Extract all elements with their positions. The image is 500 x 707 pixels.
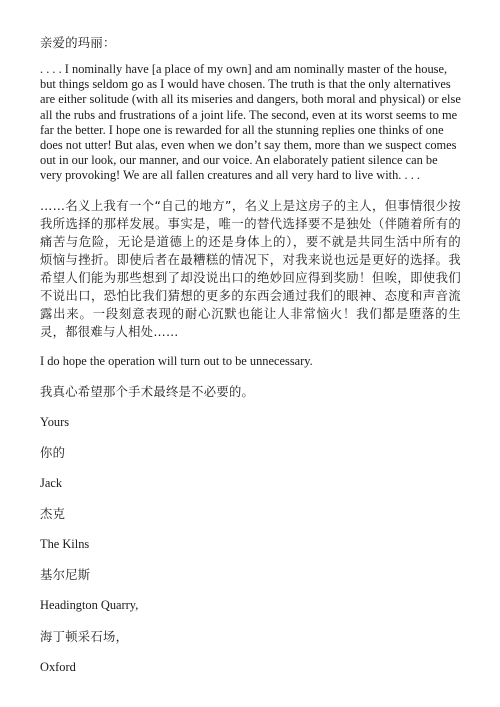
paragraph-chinese-operation: 我真心希望那个手术最终是不必要的。 bbox=[40, 384, 255, 399]
address-line3-english: Oxford bbox=[40, 659, 76, 674]
closing-english: Yours bbox=[40, 414, 70, 429]
address-line1-chinese: 基尔尼斯 bbox=[40, 568, 91, 583]
paragraph-english-main: . . . . I nominally have [a place of my own] and am nominally master of the house, but things seldom go as I would have chosen. The truth is that the only alternatives are either solitude (with all its miseries and dangers, both moral and physical) or else all the rubs and frustrations of a joint life. The second, even at its worst seems to me far the better. I hope one is rewarded for all the stunning replies one thinks of one does not utter! But alas, even when we don’t say them, more than we suspect comes out in our look, our manner, and our voice. An elaborately patient silence can be very provoking! We are all fallen creatures and all very hard to live with. . . . bbox=[40, 62, 461, 183]
address-line2-english: Headington Quarry, bbox=[40, 598, 139, 613]
paragraph-chinese-main: ……名义上我有一个“自己的地方”，名义上是这房子的主人，但事情很少按我所选择的那样发展。事实是，唯一的替代选择要不是独处（伴随着所有的痛苦与危险，无论是道德上的还是身体上的），要不就是共同生活中所有的烦恼与挫折。即使后者在最糟糕的情况下，对我来说也远是更好的选择。我希望人们能为那些想到了却没说出口的绝妙回应得到奖励！但唉，即使我们不说出口，恐怕比我们猜想的更多的东西会通过我们的眼神、态度和声音流露出来。一段刻意表现的耐心沉默也能让人非常恼火！我们都是堕落的生灵，都很难与人相处…… bbox=[40, 198, 461, 339]
letter-page bbox=[40, 34, 461, 675]
address-line2-chinese: 海丁顿采石场， bbox=[40, 629, 129, 644]
salutation: 亲爱的玛丽： bbox=[40, 36, 116, 50]
address-line1-english: The Kilns bbox=[40, 537, 90, 552]
paragraph-english-operation: I do hope the operation will turn out to be unnecessary. bbox=[40, 353, 313, 368]
signature-chinese: 杰克 bbox=[40, 507, 66, 522]
closing-chinese: 你的 bbox=[40, 446, 66, 461]
signature-english: Jack bbox=[40, 476, 63, 491]
